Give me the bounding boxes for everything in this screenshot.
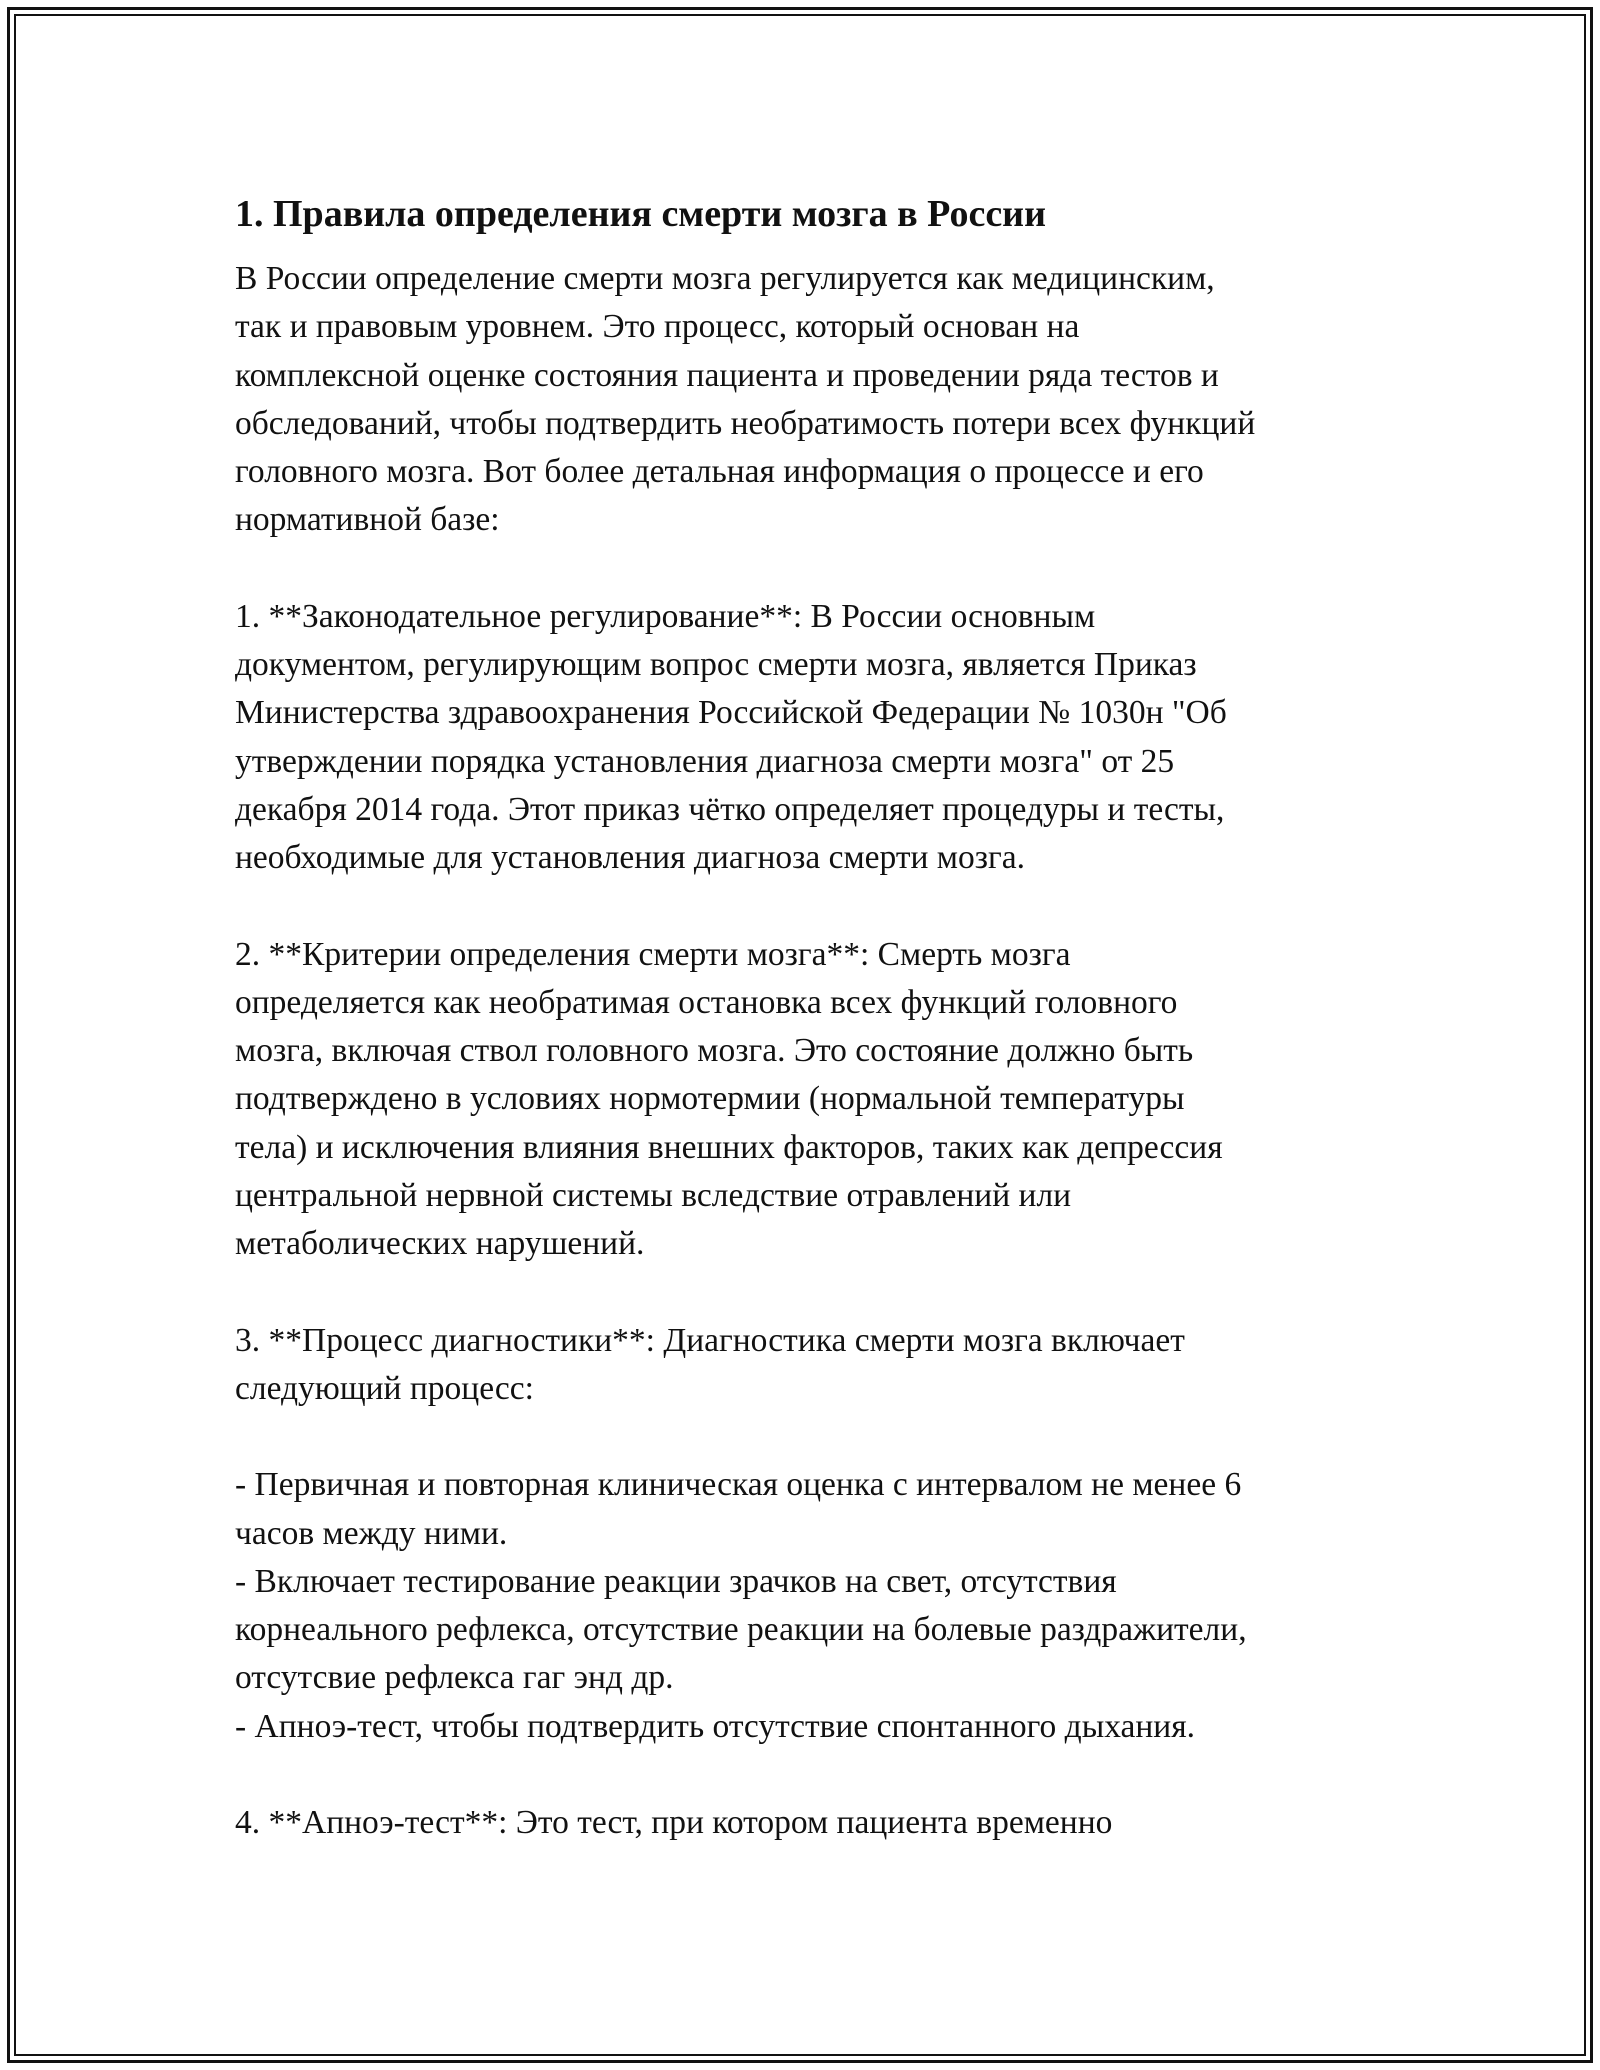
document-title: 1. Правила определения смерти мозга в России xyxy=(235,193,1046,235)
section-legislation-paragraph: 1. **Законодательное регулирование**: В России основным документом, регулирующим вопрос смерти мозга, является Приказ Министерства здравоохранения Российской Федерации № 1030н "Об утверждении порядка установления диагноза смерти мозга" от 25 декабря 2014 года. Этот приказ чётко определяет процедуры и тесты, необходимые для установления диагноза смерти мозга. xyxy=(235,597,1227,877)
document-body xyxy=(235,185,1385,1847)
section-apnea-paragraph: 4. **Апноэ-тест**: Это тест, при котором пациента временно xyxy=(235,1804,1113,1842)
paragraph-gap xyxy=(235,1269,1385,1317)
diagnostics-list: - Первичная и повторная клиническая оценка с интервалом не менее 6 часов между ними. - Включает тестирование реакции зрачков на свет, отсутствия корнеального рефлекса, отсутствие реакции на болевые раздражители, отсутсвие рефлекса гаг энд др. - Апноэ-тест, чтобы подтвердить отсутствие спонтанного дыхания. xyxy=(235,1466,1247,1745)
paragraph-gap xyxy=(235,1751,1385,1799)
intro-paragraph: В России определение смерти мозга регулируется как медицинским, так и правовым уровнем. Это процесс, который основан на комплексной оценке состояния пациента и проведении ряда тестов и обследований, чтобы подтвердить необратимость потери всех функций головного мозга. Вот более детальная информация о процессе и его нормативной базе: xyxy=(235,260,1256,539)
section-criteria-paragraph: 2. **Критерии определения смерти мозга**: Смерть мозга определяется как необратимая остановка всех функций головного мозга, включая ствол головного мозга. Это состояние должно быть подтверждено в условиях нормотермии (нормальной температуры тела) и исключения влияния внешних факторов, таких как депрессия центральной нервной системы вследствие отравлений или метаболических нарушений. xyxy=(235,935,1223,1263)
paragraph-gap xyxy=(235,1413,1385,1461)
paragraph-gap xyxy=(235,883,1385,931)
section-diagnostics-paragraph: 3. **Процесс диагностики**: Диагностика смерти мозга включает следующий процесс: xyxy=(235,1321,1185,1407)
paragraph-gap xyxy=(235,545,1385,593)
